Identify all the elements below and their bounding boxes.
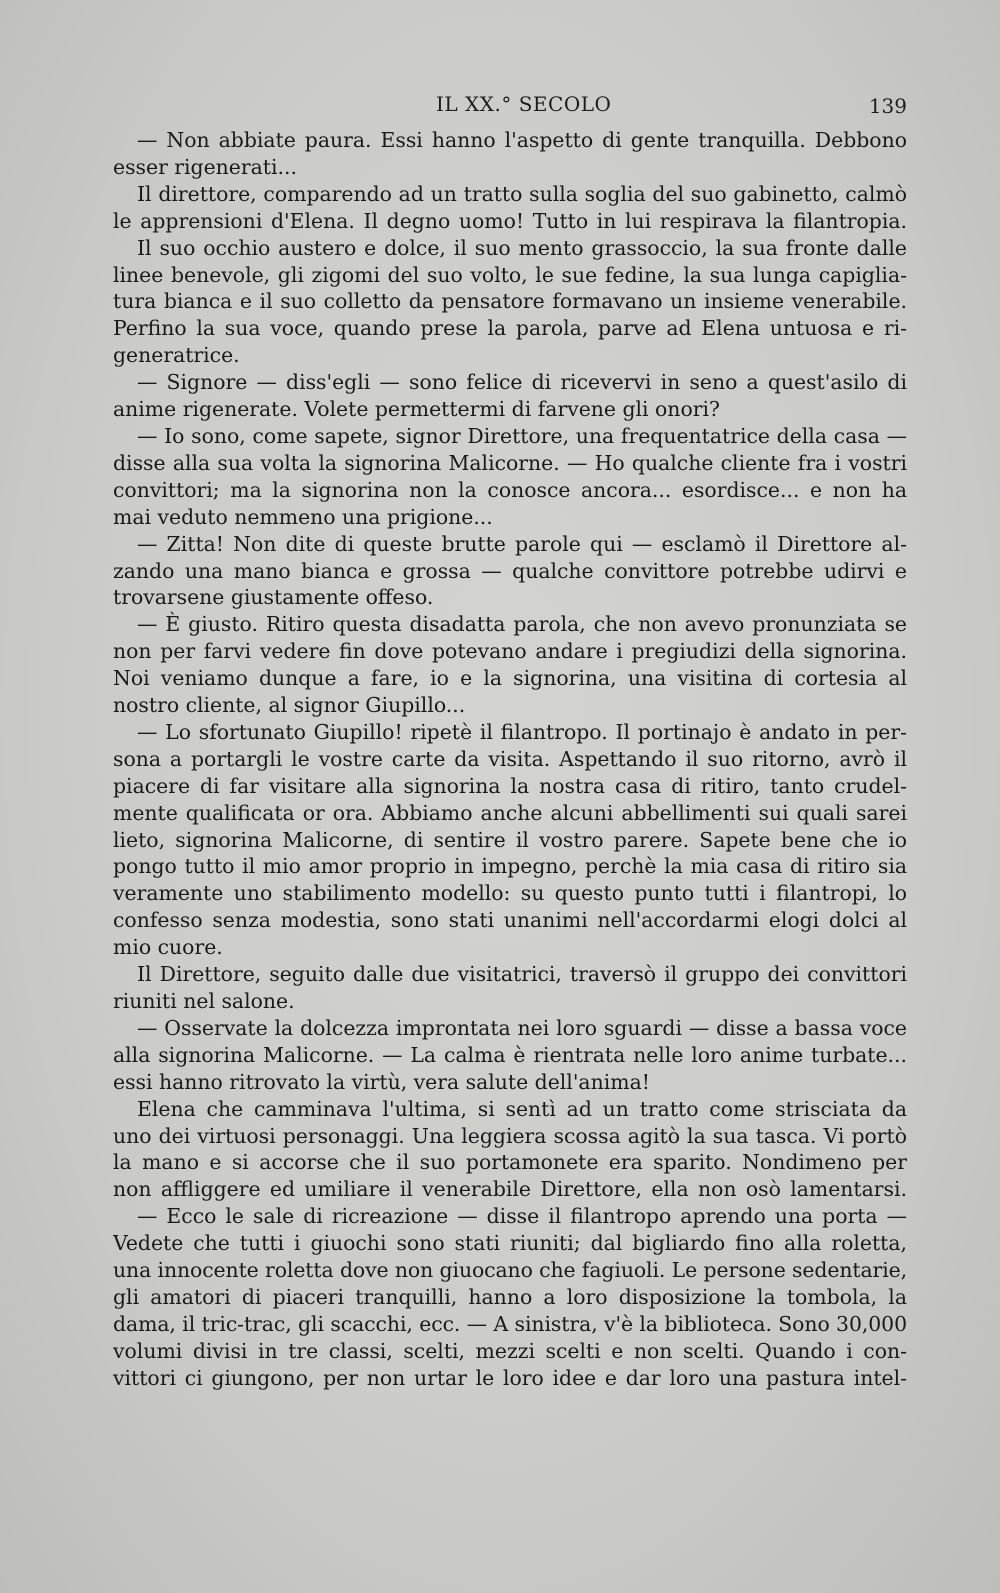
text-line: volumi divisi in tre classi, scelti, mezzi scelti e non scelti. Quando i con- xyxy=(113,1338,907,1363)
page-header xyxy=(113,88,907,118)
text-line: zando una mano bianca e grossa — qualche convittore potrebbe udirvi e xyxy=(113,558,907,583)
text-line: la mano e si accorse che il suo portamonete era sparito. Nondimeno per xyxy=(113,1150,907,1175)
text-line: disse alla sua volta la signorina Malicorne. — Ho qualche cliente fra i vostri xyxy=(113,450,907,475)
text-line: alla signorina Malicorne. — La calma è rientrata nelle loro anime turbate... xyxy=(113,1042,907,1067)
text-line: mio cuore. xyxy=(113,935,223,960)
text-line: pongo tutto il mio amor proprio in impegno, perchè la mia casa di ritiro sia xyxy=(113,854,907,879)
text-line: nostro cliente, al signor Giupillo... xyxy=(113,693,466,718)
text-line: non per farvi vedere fin dove potevano andare i pregiudizi della signorina. xyxy=(113,639,907,664)
text-line: generatrice. xyxy=(113,343,240,368)
text-line: tura bianca e il suo colletto da pensatore formavano un insieme venerabile. xyxy=(113,289,907,314)
text-line: esser rigenerati... xyxy=(113,154,297,179)
running-title: IL XX.° SECOLO xyxy=(436,92,612,116)
text-line: — È giusto. Ritiro questa disadatta parola, che non avevo pronunziata se xyxy=(137,612,907,637)
text-line: convittori; ma la signorina non la conosce ancora... esordisce... e non ha xyxy=(113,477,907,502)
text-line: non affliggere ed umiliare il venerabile Direttore, ella non osò lamentarsi. xyxy=(113,1177,907,1202)
text-line: lieto, signorina Malicorne, di sentire il vostro parere. Sapete bene che io xyxy=(113,827,907,852)
text-line: sona a portargli le vostre carte da visita. Aspettando il suo ritorno, avrò il xyxy=(113,746,907,771)
text-line: piacere di far visitare alla signorina la nostra casa di ritiro, tanto crudel- xyxy=(113,773,907,798)
text-line: una innocente roletta dove non giuocano che fagiuoli. Le persone sedentarie, xyxy=(113,1258,907,1283)
text-line: Il suo occhio austero e dolce, il suo mento grassoccio, la sua fronte dalle xyxy=(137,235,907,260)
text-line: — Ecco le sale di ricreazione — disse il filantropo aprendo una porta — xyxy=(137,1204,907,1229)
text-line: Vedete che tutti i giuochi sono stati riuniti; dal bigliardo fino alla roletta, xyxy=(113,1231,907,1256)
text-line: Il Direttore, seguito dalle due visitatrici, traversò il gruppo dei convittori xyxy=(137,962,907,987)
text-line: vittori ci giungono, per non urtar le loro idee e dar loro una pastura intel- xyxy=(113,1365,907,1390)
text-line: linee benevole, gli zigomi del suo volto, le sue fedine, la sua lunga capiglia- xyxy=(113,262,907,287)
text-line: anime rigenerate. Volete permettermi di farvene gli onori? xyxy=(113,397,720,422)
text-line: dama, il tric-trac, gli scacchi, ecc. — A sinistra, v'è la biblioteca. Sono 30,000 xyxy=(113,1311,907,1336)
text-line: — Lo sfortunato Giupillo! ripetè il filantropo. Il portinajo è andato in per- xyxy=(137,719,907,744)
text-line: trovarsene giustamente offeso. xyxy=(113,585,434,610)
text-line: Perfino la sua voce, quando prese la parola, parve ad Elena untuosa e ri- xyxy=(113,316,907,341)
text-line: mente qualificata or ora. Abbiamo anche alcuni abbellimenti sui quali sarei xyxy=(113,800,907,825)
text-line: — Signore — diss'egli — sono felice di ricevervi in seno a quest'asilo di xyxy=(137,370,907,395)
text-line: confesso senza modestia, sono stati unanimi nell'accordarmi elogi dolci al xyxy=(113,908,907,933)
text-line: riuniti nel salone. xyxy=(113,989,295,1013)
text-line: — Osservate la dolcezza improntata nei loro sguardi — disse a bassa voce xyxy=(137,1015,907,1040)
text-line: — Io sono, come sapete, signor Direttore, una frequentatrice della casa — xyxy=(137,423,907,448)
text-line: veramente uno stabilimento modello: su questo punto tutti i filantropi, lo xyxy=(113,881,907,906)
text-line: mai veduto nemmeno una prigione... xyxy=(113,504,493,529)
text-line: Elena che camminava l'ultima, si sentì ad un tratto come strisciata da xyxy=(137,1096,907,1121)
text-line: — Non abbiate paura. Essi hanno l'aspetto di gente tranquilla. Debbono xyxy=(137,128,907,152)
text-line: uno dei virtuosi personaggi. Una leggiera scossa agitò la sua tasca. Vi portò xyxy=(113,1123,907,1148)
text-line: Noi veniamo dunque a fare, io e la signorina, una visitina di cortesia al xyxy=(113,666,907,691)
text-line: Il direttore, comparendo ad un tratto sulla soglia del suo gabinetto, calmò xyxy=(137,181,907,206)
text-line: essi hanno ritrovato la virtù, vera salute dell'anima! xyxy=(113,1069,650,1094)
page-number: 139 xyxy=(868,94,907,118)
text-line: le apprensioni d'Elena. Il degno uomo! Tutto in lui respirava la filantropia. xyxy=(113,208,907,233)
text-line: — Zitta! Non dite di queste brutte parole qui — esclamò il Direttore al- xyxy=(137,531,907,556)
text-line: gli amatori di piaceri tranquilli, hanno a loro disposizione la tombola, la xyxy=(113,1284,907,1309)
body-text xyxy=(113,127,907,1392)
